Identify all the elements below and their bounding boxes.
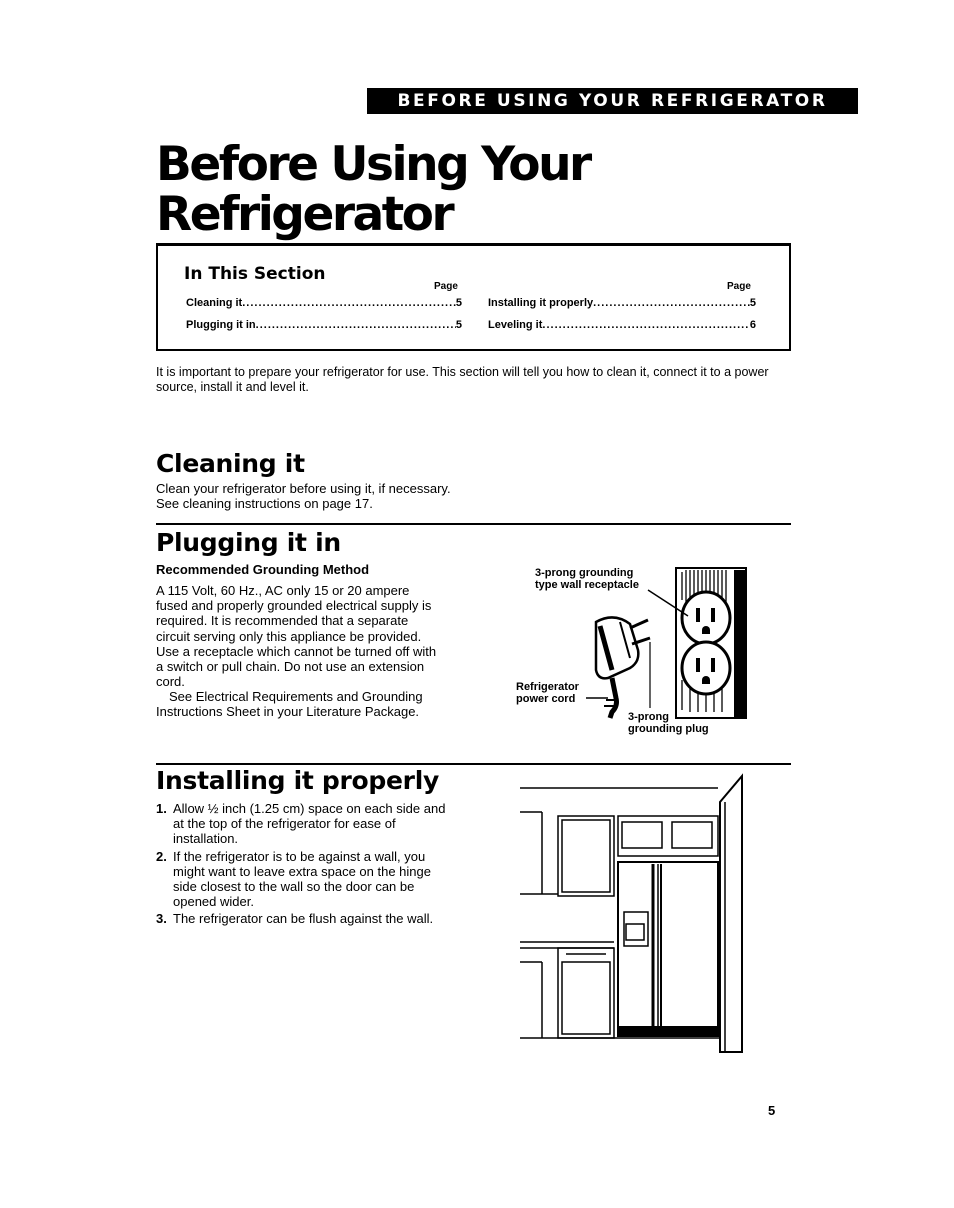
literature-paragraph <box>156 689 466 719</box>
step-item <box>156 911 456 926</box>
text-line: circuit serving only this appliance be provided. <box>156 628 422 644</box>
toc-item-page: 5 <box>455 319 462 331</box>
toc-item-label: Plugging it in <box>186 319 256 331</box>
power-cord-label <box>516 681 579 705</box>
toc-item-page: 6 <box>749 319 756 331</box>
page-title <box>156 137 590 242</box>
grounding-plug-label <box>628 711 709 735</box>
cleaning-heading: Cleaning it <box>156 449 305 478</box>
step-text: The refrigerator can be flush against the wall. <box>173 911 434 927</box>
text-line: Instructions Sheet in your Literature Package. <box>156 704 420 720</box>
plug-icon <box>596 617 650 718</box>
text-line: required. It is recommended that a separate <box>156 613 409 629</box>
caption-line: Refrigerator <box>516 681 579 693</box>
divider-rule <box>156 523 791 525</box>
wall-side-panel <box>720 776 742 1052</box>
page-number: 5 <box>768 1103 776 1118</box>
installing-heading: Installing it properly <box>156 766 439 795</box>
cleaning-body: Clean your refrigerator before using it, if necessary. See cleaning instructions on page 17. <box>156 481 451 512</box>
toc-item-leveling[interactable] <box>488 319 756 331</box>
receptacle-label <box>535 567 639 591</box>
intro-paragraph: It is important to prepare your refrigerator for use. This section will tell you how to clean it, connect it to a power source, install it and level it. <box>156 365 769 394</box>
text-line: Use a receptacle which cannot be turned off with <box>156 643 437 659</box>
text-line: a switch or pull chain. Do not use an extension <box>156 659 425 675</box>
caption-line: type wall receptacle <box>535 579 639 591</box>
toc-page-label-left: Page <box>434 281 458 292</box>
toc-item-plugging[interactable] <box>186 319 462 331</box>
toc-item-label: Cleaning it <box>186 297 243 309</box>
toc-leader <box>242 297 456 309</box>
refrigerator-installation-illustration <box>520 772 750 1057</box>
toc-item-installing[interactable] <box>488 297 756 309</box>
in-this-section-box <box>156 243 791 351</box>
toc-page-label-right: Page <box>727 281 751 292</box>
plugging-heading: Plugging it in <box>156 528 341 557</box>
toc-item-label: Leveling it <box>488 319 543 331</box>
text-line: fused and properly grounded electrical supply is <box>156 598 432 614</box>
section-banner: BEFORE USING YOUR REFRIGERATOR <box>367 88 858 114</box>
caption-line: power cord <box>516 693 576 705</box>
step-text: Allow ½ inch (1.25 cm) space on each side and at the top of the refrigerator for ease of installation. <box>173 801 446 847</box>
step-number: 3. <box>156 911 167 927</box>
refrigerator-icon <box>618 862 718 1036</box>
toc-item-cleaning[interactable] <box>186 297 462 309</box>
page-title-line1: Before Using Your <box>156 137 590 192</box>
step-number: 2. <box>156 848 167 864</box>
toc-item-page: 5 <box>455 297 462 309</box>
caption-line: 3-prong <box>628 711 669 723</box>
toc-item-label: Installing it properly <box>488 297 594 309</box>
text-line: cord. <box>156 674 185 690</box>
text-line: A 115 Volt, 60 Hz., AC only 15 or 20 ampere <box>156 583 410 598</box>
page-title-line2: Refrigerator <box>156 187 453 242</box>
step-text: If the refrigerator is to be against a wall, you might want to leave extra space on the hinge side closest to the wall so the door can be opened wider. <box>173 848 431 910</box>
toc-leader <box>542 319 749 331</box>
toc-heading: In This Section <box>184 264 326 284</box>
lower-cabinets <box>520 942 720 1038</box>
toc-leader <box>256 319 456 331</box>
toc-item-page: 5 <box>749 297 756 309</box>
step-item <box>156 801 456 847</box>
text-line: See Electrical Requirements and Grounding <box>169 689 423 704</box>
caption-line: 3-prong grounding <box>535 567 634 579</box>
grounding-method-subheading: Recommended Grounding Method <box>156 562 370 577</box>
divider-rule <box>156 763 791 765</box>
wall-plate <box>676 568 746 718</box>
toc-leader <box>593 297 750 309</box>
step-number: 1. <box>156 801 167 816</box>
step-item <box>156 849 456 910</box>
caption-line: grounding plug <box>628 723 709 735</box>
installing-steps <box>156 801 456 929</box>
grounding-paragraph <box>156 583 466 689</box>
